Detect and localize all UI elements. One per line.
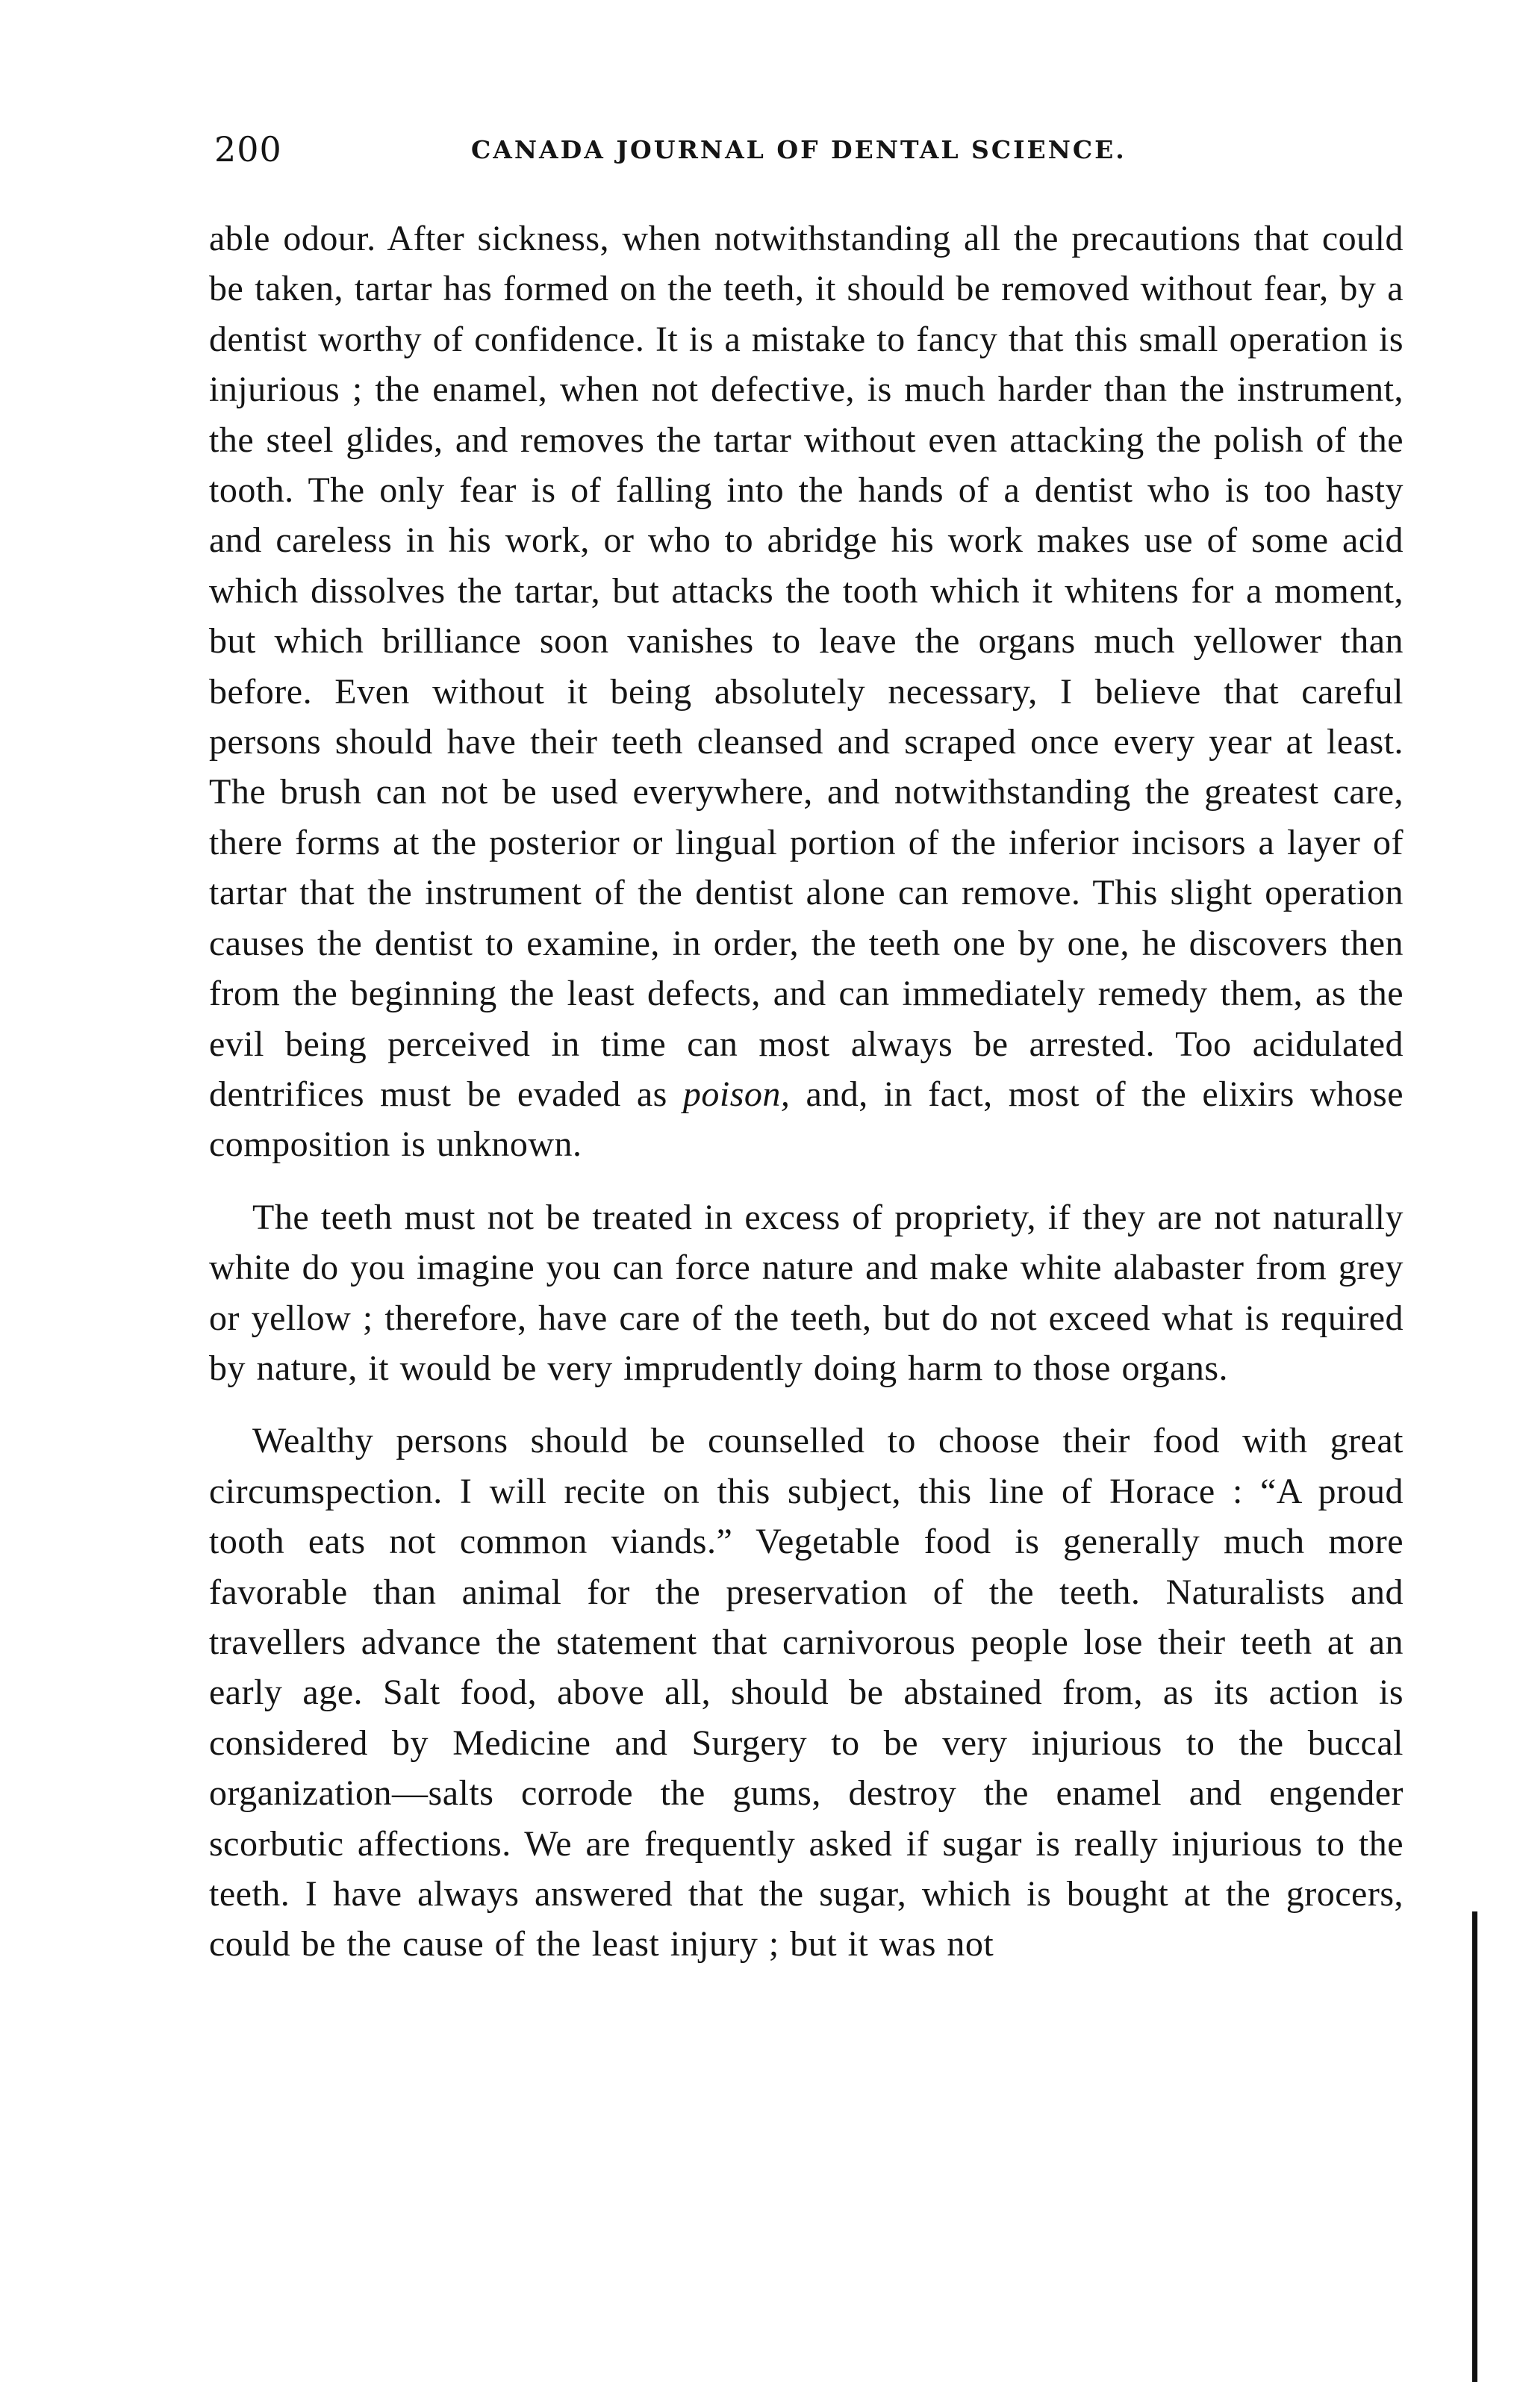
margin-scan-line <box>1472 1911 1477 2382</box>
journal-title: CANADA JOURNAL OF DENTAL SCIENCE. <box>471 135 1127 164</box>
paragraph-text: and, in fact, most of the elixirs whose composition is unknown. <box>209 1074 1404 1165</box>
paragraph-continued <box>209 214 1404 1170</box>
page-number: 200 <box>214 129 282 169</box>
paragraph-wealthy-persons: Wealthy persons should be counselled to choose their food with great circumspection. I will recite on this subject, this line of Horace : “A proud tooth eats not common viands.” Vegetable food is generally much more favorable than animal for the preservation of the teeth. Naturalists and travellers advance the statement that carnivorous people lose their teeth at an early age. Salt food, above all, should be abstained from, as its action is considered by Medicine and Surgery to be very injurious to the buccal organization—salts corrode the gums, destroy the enamel and engender scorbutic affections. We are frequently asked if sugar is really injurious to the teeth. I have always answered that the sugar, which is bought at the grocers, could be the cause of the least injury ; but it was not <box>209 1421 1404 1964</box>
running-header <box>214 127 1409 179</box>
paragraph-teeth-propriety: The teeth must not be treated in excess of propriety, if they are not naturally white do you imagine you can force nature and make white alabaster from grey or yellow ; therefore, have care of the teeth, but do not exceed what is required by nature, it would be very imprudently doing harm to those organs. <box>209 1197 1404 1388</box>
body-text <box>209 214 1404 1992</box>
italic-emphasis: poison, <box>682 1074 791 1114</box>
paragraph-text: able odour. After sickness, when notwithstanding all the precautions that could be taken, tartar has formed on the teeth, it should be removed without fear, by a dentist worthy of confidence. It is a mistake to fancy that this small operation is injurious ; the enamel, when not defective, is much harder than the instrument, the steel glides, and removes the tartar without even attacking the polish of the tooth. The only fear is of falling into the hands of a dentist who is too hasty and careless in his work, or who to abridge his work makes use of some acid which dissolves the tartar, but attacks the tooth which it whitens for a moment, but which brilliance soon vanishes to leave the organs much yellower than before. Even without it being absolutely necessary, I believe that careful persons should have their teeth cleansed and scraped once every year at least. The brush can not be used everywhere, and notwithstanding the greatest care, there forms at the posterior or lingual portion of the inferior incisors a layer of tartar that the instrument of the dentist alone can remove. This slight operation causes the dentist to examine, in order, the teeth one by one, he discovers then from the beginning the least defects, and can immediately remedy them, as the evil being perceived in time can most always be arrested. Too acidulated dentrifices must be evaded as <box>209 219 1404 1114</box>
